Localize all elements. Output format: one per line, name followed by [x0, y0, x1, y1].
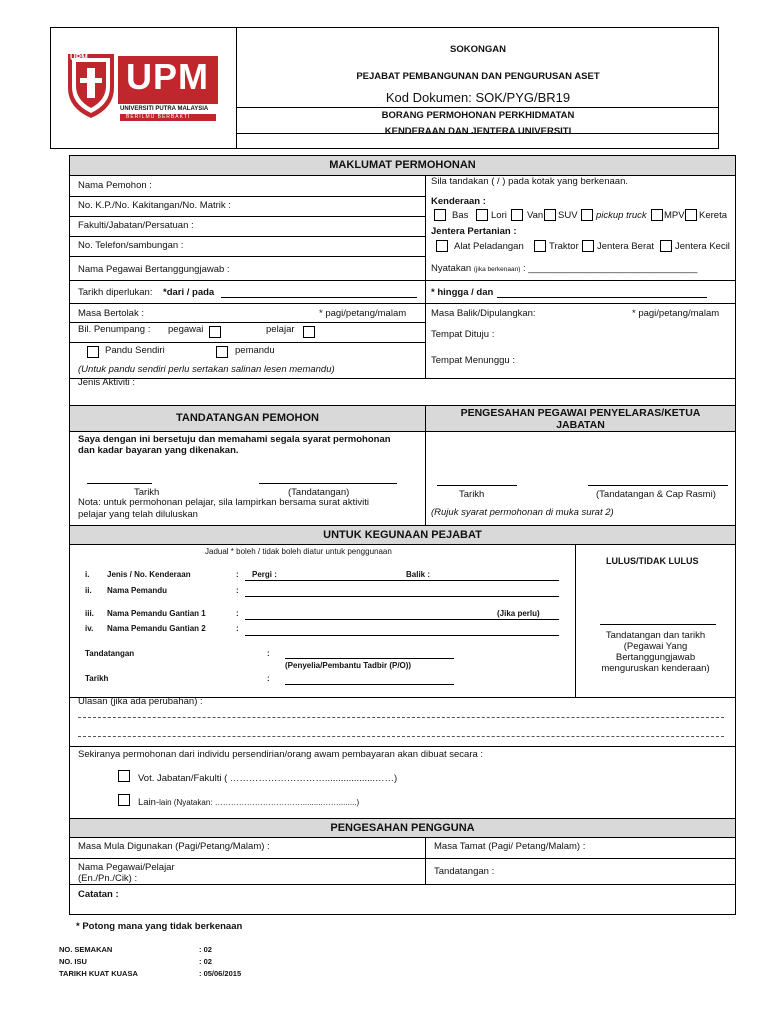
row-iv-colon: :: [236, 624, 239, 633]
header-title-sokongan: SOKONGAN: [450, 44, 506, 55]
tandatangan-pejabat-label: Tandatangan: [85, 649, 135, 658]
tarikh-penyelia-field[interactable]: [285, 684, 454, 685]
checkbox-lain[interactable]: [118, 794, 130, 806]
sila-tandakan-note: Sila tandakan ( / ) pada kotak yang berkenaan.: [431, 176, 628, 187]
pegawai-label: pegawai: [168, 324, 204, 335]
section-tandatangan-pemohon: TANDATANGAN PEMOHON: [70, 405, 425, 432]
upm-logo: [66, 50, 226, 120]
catatan-label: Catatan :: [78, 889, 119, 900]
kenderaan-pickup: pickup truck: [596, 210, 647, 221]
dari-pada-label: *dari / pada: [163, 287, 215, 298]
tempat-menunggu-label: Tempat Menunggu :: [431, 355, 515, 366]
pelajar-label: pelajar: [266, 324, 295, 335]
masa-tamat-label: Masa Tamat (Pagi/ Petang/Malam) :: [434, 841, 586, 852]
tarikh-dari-field[interactable]: [221, 297, 417, 298]
row-i-colon: :: [236, 570, 239, 579]
jenis-aktiviti-label: Jenis Aktiviti :: [78, 377, 136, 388]
checkbox-suv[interactable]: [544, 209, 556, 221]
form-title-line2: KENDERAAN DAN JENTERA UNIVERSITI: [384, 126, 572, 137]
section-maklumat-permohonan: MAKLUMAT PERMOHONAN: [70, 156, 735, 176]
header-title-pejabat: PEJABAT PEMBANGUNAN DAN PENGURUSAN ASET: [356, 71, 600, 82]
tarikh-pemohon-label: Tarikh: [134, 487, 160, 498]
checkbox-kereta[interactable]: [685, 209, 697, 221]
tandatangan-pemohon-label: (Tandatangan): [288, 487, 350, 498]
potong-note: * Potong mana yang tidak berkenaan: [76, 921, 243, 932]
pagi-petang-balik: * pagi/petang/malam: [632, 308, 720, 319]
bil-penumpang-label: Bil. Penumpang :: [78, 324, 151, 335]
tarikh-diperlukan-label: Tarikh diperlukan:: [78, 287, 153, 298]
form-title-line1: BORANG PERMOHONAN PERKHIDMATAN: [381, 110, 575, 121]
nama-pegawai-label: Nama Pegawai Bertanggungjawab :: [78, 264, 230, 275]
sign-right-1: Tandatangan dan tarikh: [605, 630, 706, 641]
no-kp-label: No. K.P./No. Kakitangan/No. Matrik :: [78, 200, 231, 211]
kenderaan-field[interactable]: [245, 580, 559, 581]
tandatangan-cap-label: (Tandatangan & Cap Rasmi): [596, 489, 716, 500]
section-pengesahan-pengguna: PENGESAHAN PENGGUNA: [70, 818, 735, 838]
penyelia-label: (Penyelia/Pembantu Tadbir (P/O)): [285, 661, 412, 670]
checkbox-pegawai[interactable]: [209, 326, 221, 338]
balik-label: Balik :: [406, 570, 431, 579]
lulus-signature-field[interactable]: [600, 624, 716, 625]
sekiranya-label: Sekiranya permohonan dari individu persendirian/orang awam pembayaran akan dibuat secara :: [78, 749, 484, 760]
setuju-line2: dan kadar bayaran yang dikenakan.: [78, 445, 239, 456]
kenderaan-lori: Lori: [491, 210, 507, 221]
checkbox-pandu-sendiri[interactable]: [87, 346, 99, 358]
kenderaan-van: Van: [527, 210, 544, 221]
section-pengesahan-pegawai: PENGESAHAN PEGAWAI PENYELARAS/KETUA JABATAN: [425, 405, 735, 432]
no-semakan-label: NO. SEMAKAN: [59, 945, 113, 954]
rujuk-syarat-note: (Rujuk syarat permohonan di muka surat 2): [431, 507, 614, 518]
tarikh-pejabat-label: Tarikh: [85, 674, 109, 683]
row-ii-label: Nama Pemandu: [107, 586, 168, 595]
checkbox-pickup[interactable]: [581, 209, 593, 221]
sign-right-2: (Pegawai Yang: [623, 641, 688, 652]
jentera-kecil: Jentera Kecil: [675, 241, 730, 252]
tarikh-pemohon-field[interactable]: [87, 483, 152, 484]
document-code: Kod Dokumen: SOK/PYG/BR19: [385, 90, 571, 105]
kenderaan-mpv: MPV: [664, 210, 685, 221]
masa-bertolak-label: Masa Bertolak :: [78, 308, 144, 319]
row-ii-num: ii.: [85, 586, 92, 595]
row-iii-num: iii.: [85, 609, 94, 618]
checkbox-pemandu[interactable]: [216, 346, 228, 358]
row-iii-colon: :: [236, 609, 239, 618]
row-iv-label: Nama Pemandu Gantian 2: [107, 624, 206, 633]
row-iii-label: Nama Pemandu Gantian 1: [107, 609, 206, 618]
tarikh-pegawai-field[interactable]: [437, 485, 517, 486]
fakulti-label: Fakulti/Jabatan/Persatuan :: [78, 220, 194, 231]
hingga-dan-label: * hingga / dan: [431, 287, 494, 298]
no-telefon-label: No. Telefon/sambungan :: [78, 240, 184, 251]
tandatangan-pegawai-field[interactable]: [588, 485, 728, 486]
nama-pengguna-line1: Nama Pegawai/Pelajar: [78, 862, 175, 873]
section-kegunaan-pejabat: UNTUK KEGUNAAN PEJABAT: [70, 525, 735, 545]
jentera-traktor: Traktor: [549, 241, 579, 252]
gantian-1-field[interactable]: [245, 619, 559, 620]
checkbox-alat-peladangan[interactable]: [436, 240, 448, 252]
lain-label: Lain-lain (Nyatakan: …………………………….........……........): [138, 797, 360, 808]
checkbox-jentera-berat[interactable]: [582, 240, 594, 252]
sign-right-4: menguruskan kenderaan): [601, 663, 710, 674]
logo-text: UPM: [126, 56, 209, 97]
logo-small-text: UPM: [70, 53, 88, 62]
row-iv-num: iv.: [85, 624, 94, 633]
checkbox-mpv[interactable]: [651, 209, 663, 221]
pandu-sendiri-label: Pandu Sendiri: [105, 345, 165, 356]
no-isu-label: NO. ISU: [59, 957, 87, 966]
checkbox-traktor[interactable]: [534, 240, 546, 252]
document-header: [50, 27, 719, 149]
checkbox-bas[interactable]: [434, 209, 446, 221]
jentera-alat: Alat Peladangan: [454, 241, 524, 252]
nota-line2: pelajar yang telah diluluskan: [78, 509, 198, 520]
application-form: [69, 155, 736, 915]
tarikh-colon: :: [267, 674, 270, 683]
tarikh-kuat-kuasa-value: : 05/06/2015: [199, 969, 242, 978]
setuju-line1: Saya dengan ini bersetuju dan memahami segala syarat permohonan: [78, 434, 391, 445]
logo-motto: BERILMU BERBAKTI: [126, 114, 191, 120]
kenderaan-suv: SUV: [558, 210, 578, 221]
pagi-petang-bertolak: * pagi/petang/malam: [319, 308, 407, 319]
pergi-label: Pergi :: [252, 570, 277, 579]
nyatakan-label: Nyatakan (jika berkenaan) : ________________________________: [431, 263, 698, 274]
checkbox-van[interactable]: [511, 209, 523, 221]
tempat-dituju-label: Tempat Dituju :: [431, 329, 495, 340]
nota-line1: Nota: untuk permohonan pelajar, sila lampirkan bersama surat aktiviti: [78, 497, 369, 508]
no-semakan-value: : 02: [199, 945, 212, 954]
lulus-label: LULUS/TIDAK LULUS: [606, 556, 699, 566]
tandatangan-pengguna-label: Tandatangan :: [434, 866, 495, 877]
tarikh-kuat-kuasa-label: TARIKH KUAT KUASA: [59, 969, 138, 978]
kenderaan-label: Kenderaan :: [431, 196, 486, 207]
jentera-label: Jentera Pertanian :: [431, 226, 517, 237]
tarikh-hingga-field[interactable]: [497, 297, 707, 298]
jadual-note: Jadual * boleh / tidak boleh diatur untuk penggunaan: [205, 547, 392, 556]
checkbox-lori[interactable]: [476, 209, 488, 221]
vot-label: Vot. Jabatan/Fakulti ( …………………………...................……): [138, 773, 398, 784]
checkbox-jentera-kecil[interactable]: [660, 240, 672, 252]
pemandu-label: pemandu: [235, 345, 275, 356]
checkbox-pelajar[interactable]: [303, 326, 315, 338]
ulasan-label: Ulasan (jika ada perubahan) :: [78, 696, 203, 707]
row-i-num: i.: [85, 570, 90, 579]
row-i-label: Jenis / No. Kenderaan: [107, 570, 191, 579]
checkbox-vot[interactable]: [118, 770, 130, 782]
jentera-berat: Jentera Berat: [597, 241, 655, 252]
nama-pengguna-line2: (En./Pn./Cik) :: [78, 873, 138, 884]
kenderaan-bas: Bas: [452, 210, 469, 221]
gantian-2-field[interactable]: [245, 635, 559, 636]
logo-university-name: UNIVERSITI PUTRA MALAYSIA: [120, 106, 209, 112]
tandatangan-penyelia-field[interactable]: [285, 658, 454, 659]
tarikh-pegawai-label: Tarikh: [459, 489, 485, 500]
tandatangan-colon: :: [267, 649, 270, 658]
nama-pemandu-field[interactable]: [245, 596, 559, 597]
jika-perlu-label: (Jika perlu): [497, 609, 540, 618]
row-ii-colon: :: [236, 586, 239, 595]
sign-right-3: Bertanggungjawab: [615, 652, 696, 663]
ulasan-field-2[interactable]: [78, 736, 724, 737]
tandatangan-pemohon-field[interactable]: [259, 483, 397, 484]
kenderaan-kereta: Kereta: [699, 210, 727, 221]
masa-mula-label: Masa Mula Digunakan (Pagi/Petang/Malam) :: [78, 841, 270, 852]
ulasan-field-1[interactable]: [78, 717, 724, 718]
masa-balik-label: Masa Balik/Dipulangkan:: [431, 308, 536, 319]
pandu-sendiri-note: (Untuk pandu sendiri perlu sertakan salinan lesen memandu): [78, 364, 335, 375]
no-isu-value: : 02: [199, 957, 212, 966]
nama-pemohon-label: Nama Pemohon :: [78, 180, 152, 191]
